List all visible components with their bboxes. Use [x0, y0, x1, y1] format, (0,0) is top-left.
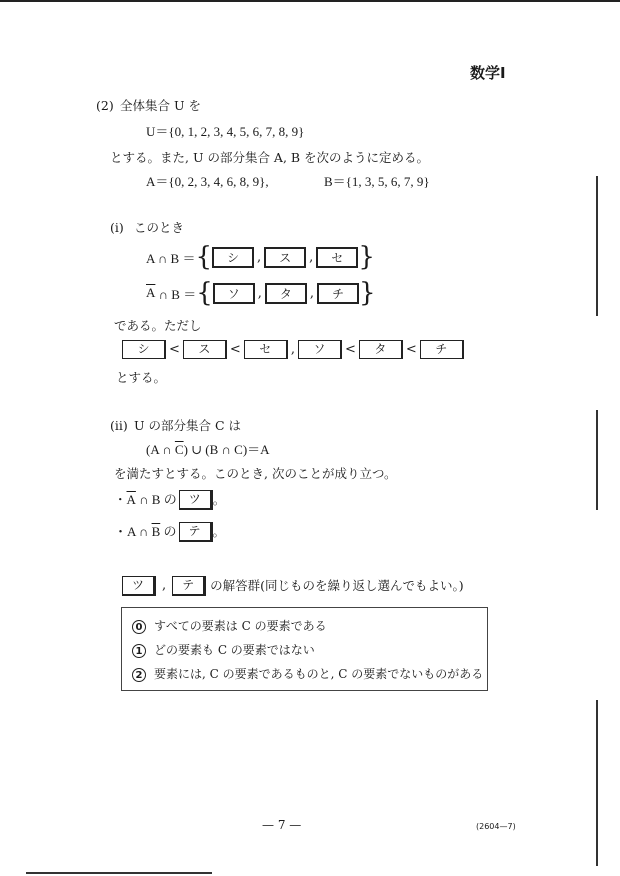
- choice-number-0: 0: [132, 620, 146, 634]
- answer-group-header: [122, 576, 464, 596]
- right-margin-line: [596, 176, 598, 316]
- problem-number: (2): [96, 98, 114, 113]
- set-definition-text: とする。また, U の部分集合 A, B を次のように定める。: [110, 150, 430, 165]
- answer-choices-box: [121, 607, 488, 691]
- answer-box-ta[interactable]: タ: [265, 283, 307, 304]
- order-box-shi[interactable]: シ: [122, 340, 166, 359]
- complement-c: $\overline{C}$: [174, 442, 184, 457]
- comma: ,: [162, 578, 167, 593]
- choice-0[interactable]: [132, 618, 327, 634]
- intersection-row: [146, 244, 375, 270]
- order-box-su[interactable]: ス: [183, 340, 227, 359]
- order-box-chi[interactable]: チ: [420, 340, 464, 359]
- ordering-row: [122, 340, 464, 359]
- bullet-2-text: ・A ∩: [114, 524, 152, 539]
- comma: ,: [257, 285, 262, 301]
- comma: ,: [309, 285, 315, 301]
- answer-box-chi[interactable]: チ: [317, 283, 359, 304]
- answer-group-box-te: テ: [172, 576, 206, 596]
- brace-close: }: [358, 242, 375, 272]
- period: 。: [212, 524, 226, 539]
- period: 。: [212, 492, 226, 507]
- page-number: — 7 —: [262, 818, 302, 832]
- set-equation: [146, 442, 270, 458]
- answer-group-box-tsu: ツ: [122, 576, 156, 596]
- choice-text: 要素には, C の要素であるものと, C の要素でないものがある: [154, 667, 484, 681]
- less-than: <: [169, 342, 180, 357]
- bullet-1-text: ∩ B の: [135, 492, 177, 507]
- set-a: A＝{0, 2, 3, 4, 6, 8, 9},: [146, 174, 269, 189]
- brace-open: {: [195, 242, 213, 272]
- answer-box-te[interactable]: テ: [179, 522, 213, 542]
- answer-box-tsu[interactable]: ツ: [179, 490, 213, 510]
- answer-box-su[interactable]: ス: [264, 247, 306, 268]
- order-box-so[interactable]: ソ: [298, 340, 342, 359]
- comma: ,: [290, 342, 295, 357]
- problem-intro: 全体集合 U を: [120, 98, 201, 113]
- order-box-se[interactable]: セ: [244, 340, 288, 359]
- top-rule: [0, 0, 620, 2]
- part-i-label: (i): [110, 220, 124, 235]
- bullet-mark: ・: [114, 492, 127, 507]
- equation-part: (A ∩: [146, 442, 175, 457]
- bullet-1: [114, 490, 225, 510]
- answer-box-shi[interactable]: シ: [212, 247, 254, 268]
- complement-lhs-rest: ∩ B ＝: [155, 286, 197, 302]
- choice-text: すべての要素は C の要素である: [154, 619, 327, 633]
- exam-code: (2604—7): [476, 822, 516, 831]
- choice-number-1: 1: [132, 644, 146, 658]
- complement-a: $\overline{A}$: [146, 285, 156, 300]
- comma: ,: [309, 249, 314, 265]
- brace-open: {: [196, 278, 213, 308]
- brace-close: }: [359, 278, 376, 308]
- part-ii-label: (ii): [110, 418, 128, 433]
- equation-part: ) ∪ (B ∩ C)＝A: [183, 442, 270, 457]
- answer-box-se[interactable]: セ: [316, 247, 358, 268]
- choice-text: どの要素も C の要素ではない: [154, 643, 315, 657]
- complement-intersection-row: [146, 280, 376, 306]
- right-margin-line: [596, 410, 598, 510]
- less-than: <: [344, 342, 356, 357]
- part-ii-lead: U の部分集合 C は: [134, 418, 242, 433]
- order-box-ta[interactable]: タ: [359, 340, 403, 359]
- condition-text: を満たすとする。このとき, 次のことが成り立つ。: [114, 466, 397, 481]
- less-than: <: [405, 342, 417, 357]
- bullet-2: [114, 522, 225, 542]
- set-b: B＝{1, 3, 5, 6, 7, 9}: [324, 174, 430, 189]
- choice-number-2: 2: [132, 668, 146, 682]
- bottom-rule: [26, 872, 212, 874]
- answer-group-caption: の解答群(同じものを繰り返し選んでもよい。): [210, 578, 464, 593]
- complement-a: $\overline{A}$: [126, 492, 136, 507]
- intersection-lhs: A ∩ B ＝: [146, 250, 196, 266]
- condition-note: である。ただし: [114, 318, 202, 333]
- universe-set: U＝{0, 1, 2, 3, 4, 5, 6, 7, 8, 9}: [146, 124, 305, 139]
- choice-1[interactable]: [132, 642, 315, 658]
- part-i-closing: とする。: [116, 370, 167, 385]
- answer-box-so[interactable]: ソ: [213, 283, 255, 304]
- complement-b: $\overline{B}$: [151, 524, 161, 539]
- less-than: <: [229, 342, 241, 357]
- part-i-lead: このとき: [134, 220, 185, 235]
- comma: ,: [257, 249, 262, 265]
- choice-2[interactable]: [132, 666, 483, 682]
- bullet-2-text: の: [160, 524, 177, 539]
- page-header: 数学Ⅰ: [470, 64, 506, 82]
- right-margin-line: [596, 700, 598, 866]
